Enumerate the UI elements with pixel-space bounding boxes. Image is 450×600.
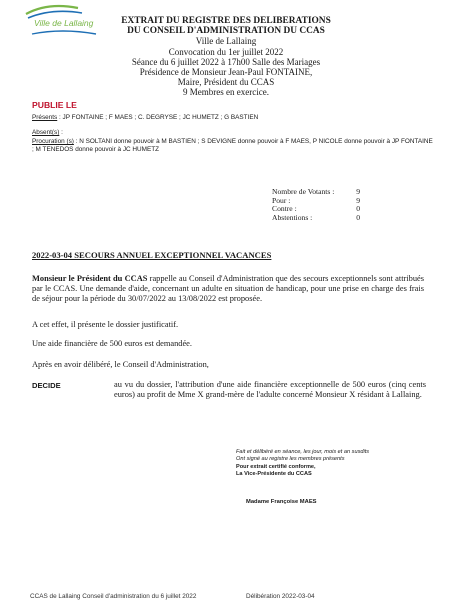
- absents-text: :: [59, 129, 63, 136]
- procuration-text: : N SOLTANI donne pouvoir à M BASTIEN ; S DEVIGNE donne pouvoir à F MAES, P NICOLE donne pouvoir à JP FONTAINE ; M TENEDOS donne pouvoir à JC HUMETZ: [32, 138, 433, 154]
- footer-right: Délibération 2022-03-04: [245, 593, 315, 600]
- votes-label: Abstentions :: [272, 212, 313, 222]
- absents-line: [32, 129, 432, 137]
- presents-text: : JP FONTAINE ; F MAES ; C. DEGRYSE ; JC HUMETZ ; G BASTIEN: [57, 114, 259, 121]
- page-footer: [30, 593, 430, 600]
- header-line: Présidence de Monsieur Jean-Paul FONTAINE,: [139, 67, 313, 78]
- signature-block: [236, 449, 369, 479]
- header-line: Ville de Lallaing: [195, 36, 257, 47]
- votes-label: Nombre de Votants :: [272, 187, 335, 196]
- signature-line: Fait et délibéré en séance, les jour, mois et an susdits: [236, 449, 370, 455]
- header-line: Séance du 6 juillet 2022 à 17h00 Salle des Mariages: [131, 56, 321, 67]
- signature-line: La Vice-Présidente du CCAS: [236, 471, 312, 478]
- publie-le-label: PUBLIE LE: [32, 100, 77, 110]
- votes-label: Contre :: [272, 204, 297, 214]
- votes-table: [272, 188, 360, 222]
- header-line: 9 Membres en exercice.: [183, 87, 269, 98]
- document-header: [110, 16, 342, 98]
- votes-value: 9: [356, 195, 360, 205]
- deliberation-subject: 2022-03-04 SECOURS ANNUEL EXCEPTIONNEL VACANCES: [32, 250, 272, 260]
- logo-text: Ville de Lallaing: [34, 18, 94, 28]
- absents-label: Absent(s): [32, 129, 60, 136]
- paragraph: A cet effet, il présente le dossier justificatif.: [32, 320, 179, 329]
- votes-row: [272, 214, 360, 223]
- intro-paragraph: [32, 274, 424, 305]
- header-title-line-2: DU CONSEIL D'ADMINISTRATION DU CCAS: [127, 26, 325, 37]
- paragraph: Une aide financière de 500 euros est demandée.: [32, 339, 192, 348]
- intro-bold: Monsieur le Président du CCAS: [32, 274, 148, 283]
- decide-label: DECIDE: [32, 381, 61, 390]
- header-line: Maire, Président du CCAS: [177, 77, 275, 88]
- presents-line: [32, 114, 432, 122]
- footer-left: CCAS de Lallaing Conseil d'administration du 6 juillet 2022: [30, 593, 197, 600]
- signature-line: Ont signé au registre les membres présents: [236, 456, 345, 463]
- procuration-line: [32, 138, 436, 154]
- header-title-line-1: EXTRAIT DU REGISTRE DES DELIBERATIONS: [121, 16, 331, 26]
- votes-label: Pour :: [272, 195, 291, 205]
- votes-value: 9: [356, 187, 360, 196]
- procuration-label: Procuration (s): [32, 138, 74, 145]
- logo-graphic: [18, 4, 104, 40]
- presents-label: Présents: [32, 114, 58, 121]
- votes-value: 0: [356, 212, 360, 222]
- intro-text: rappelle au Conseil d'Administration que des secours exceptionnels sont attribués par le CCAS. Une demande d'aide, concernant un adulte en situation de handicap, pour une prise en charge des frais de séjour pour la période du 30/07/2022 au 13/08/2022 est proposée.: [32, 274, 424, 304]
- signer-name: Madame Françoise MAES: [246, 499, 317, 505]
- decide-text: au vu du dossier, l'attribution d'une aide financière exceptionnelle de 500 euros (cinq cents euros) au profit de Mme X grand-mère de l'adulte concerné Monsieur X résidant à Lallaing.: [114, 380, 426, 400]
- header-line: Convocation du 1er juillet 2022: [168, 46, 284, 57]
- signature-line: Pour extrait certifié conforme,: [236, 463, 316, 470]
- paragraph: Après en avoir délibéré, le Conseil d'Administration,: [32, 360, 209, 369]
- ville-de-lallaing-logo: [18, 4, 104, 40]
- votes-value: 0: [356, 204, 360, 214]
